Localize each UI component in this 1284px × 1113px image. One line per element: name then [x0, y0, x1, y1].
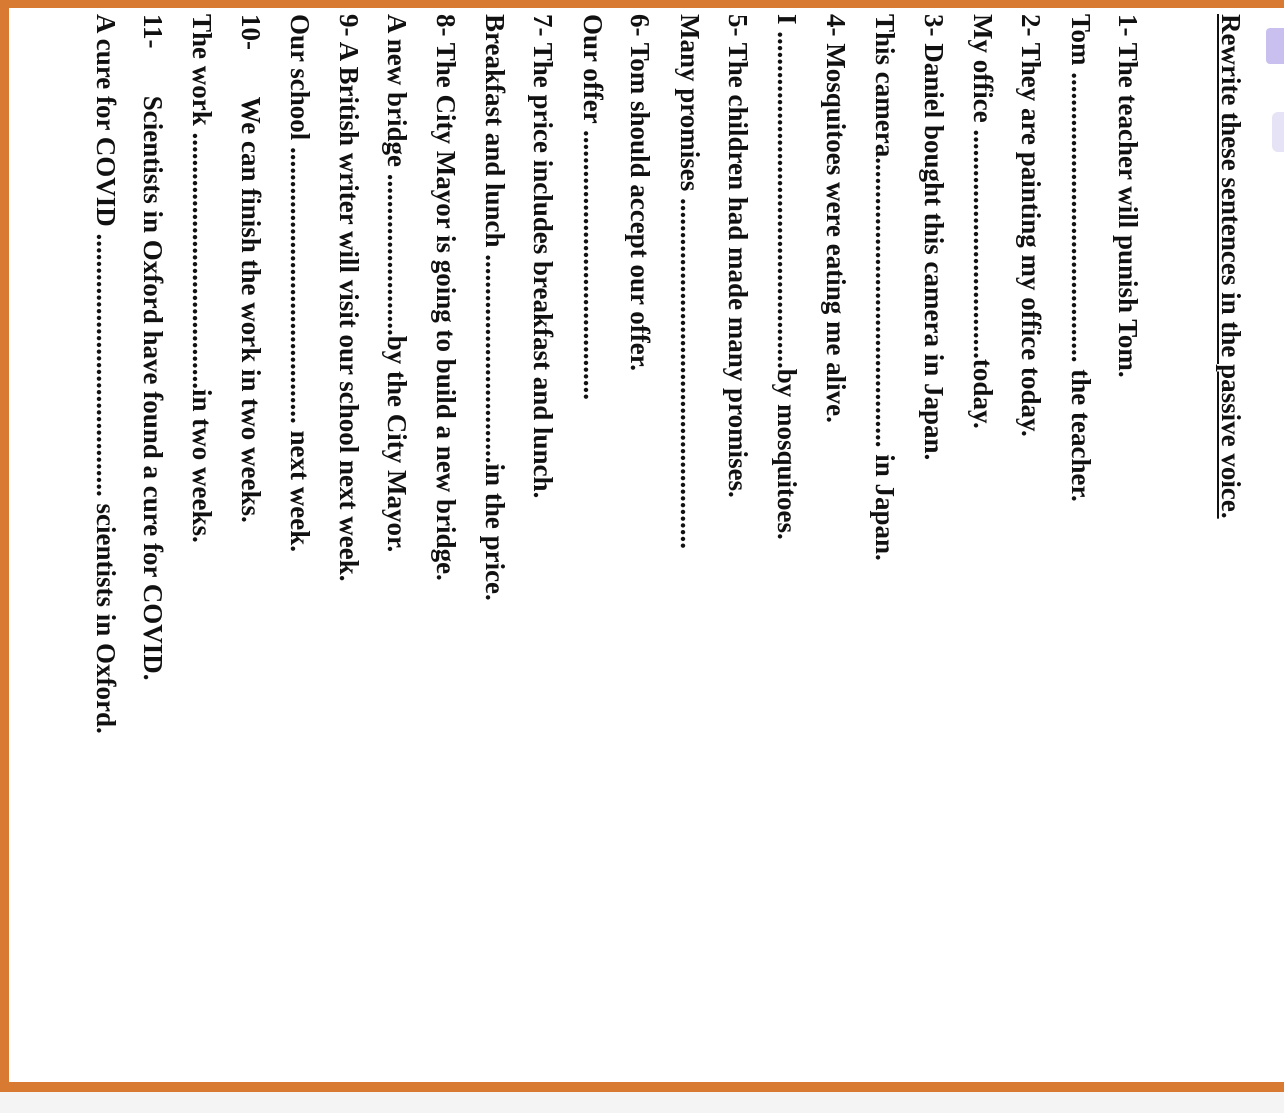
frame-border-bottom: [0, 1082, 1284, 1092]
answer-2: My office ..................................today.: [968, 14, 998, 429]
page-margin: [0, 1092, 1284, 1113]
answer-10: The work ......................................in two weeks.: [187, 14, 217, 543]
answer-6: Our offer ........................................: [578, 14, 608, 400]
frame-border-top: [0, 0, 1284, 8]
answer-9: Our school ......................................... next week.: [285, 14, 315, 552]
sentence-8: 8- The City Mayor is going to build a new bridge.: [431, 14, 461, 581]
sentence-7: 7- The price includes breakfast and lunch.: [528, 14, 558, 499]
worksheet-heading: Rewrite these sentences in the passive voice.: [1216, 14, 1246, 519]
sentence-5: 5- The children had made many promises.: [723, 14, 753, 498]
sentence-4: 4- Mosquitoes were eating me alive.: [821, 14, 851, 423]
sentence-3: 3- Daniel bought this camera in Japan.: [919, 14, 949, 461]
corner-tab-mark: [1266, 28, 1284, 64]
frame-border-left: [0, 0, 9, 1092]
answer-8: A new bridge ........................by the City Mayor.: [382, 14, 412, 553]
sentence-11: 11- Scientists in Oxford have found a cure for COVID.: [138, 14, 168, 681]
sentence-10: 10- We can finish the work in two weeks.: [236, 14, 266, 523]
sentence-6: 6- Tom should accept our offer.: [625, 14, 655, 372]
answer-7: Breakfast and lunch ...............................in the price.: [480, 14, 510, 601]
answer-11: A cure for COVID ....................................... scientists in Oxford.: [91, 14, 121, 734]
answer-5: Many promises ....................................................: [675, 14, 705, 550]
sentence-9: 9- A British writer will visit our school next week.: [334, 14, 364, 582]
answer-3: This camera........................................... in Japan.: [870, 14, 900, 561]
sentence-1: 1- The teacher will punish Tom.: [1113, 14, 1143, 378]
corner-tab-mark-secondary: [1272, 112, 1284, 152]
answer-1: Tom ........................................... the teacher.: [1066, 14, 1096, 502]
answer-4: I ..................................................by mosquitoes.: [772, 14, 802, 540]
sentence-2: 2- They are painting my office today.: [1016, 14, 1046, 437]
